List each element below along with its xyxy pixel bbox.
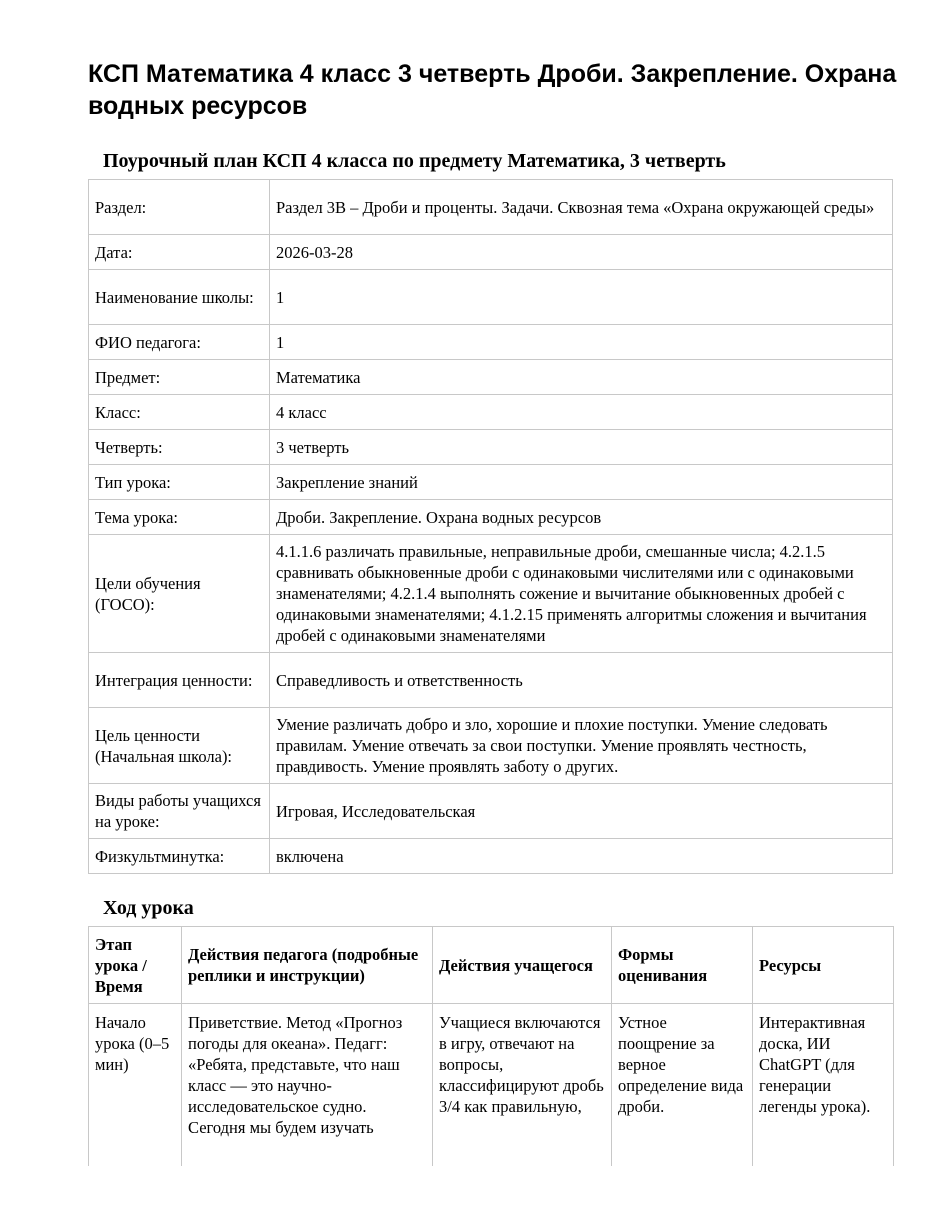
- row-label: Четверть:: [89, 430, 270, 465]
- row-label: Дата:: [89, 235, 270, 270]
- stage-cell: Начало урока (0–5 мин): [89, 1004, 182, 1167]
- table-header-row: [89, 927, 894, 1004]
- row-value: Игровая, Исследовательская: [270, 784, 893, 839]
- row-value: 3 четверть: [270, 430, 893, 465]
- row-value: Дроби. Закрепление. Охрана водных ресурсов: [270, 500, 893, 535]
- row-label: Виды работы учащихся на уроке:: [89, 784, 270, 839]
- row-label: Физкультминутка:: [89, 839, 270, 874]
- row-value: 1: [270, 325, 893, 360]
- table-row: [89, 395, 893, 430]
- table-row: [89, 360, 893, 395]
- column-header-stage: Этап урока / Время: [89, 927, 182, 1004]
- table-row: [89, 784, 893, 839]
- table-row: [89, 839, 893, 874]
- lesson-plan-table: [88, 179, 893, 874]
- table-row: [89, 500, 893, 535]
- table-row: [89, 653, 893, 708]
- row-value: Умение различать добро и зло, хорошие и плохие поступки. Умение следовать правилам. Умение отвечать за свои поступки. Умение проявлять честность, правдивость. Умение проявлять заботу о других.: [270, 708, 893, 784]
- resources-cell: Интерактивная доска, ИИ ChatGPT (для генерации легенды урока).: [753, 1004, 894, 1167]
- table-row: [89, 465, 893, 500]
- table-row: [89, 708, 893, 784]
- row-label: Раздел:: [89, 180, 270, 235]
- table-row: [89, 235, 893, 270]
- row-label: ФИО педагога:: [89, 325, 270, 360]
- column-header-student: Действия учащегося: [433, 927, 612, 1004]
- teacher-actions-cell: Приветствие. Метод «Прогноз погоды для океана». Педагг: «Ребята, представьте, что наш класс — это научно-исследовательское судно. Сегодня мы будем изучать: [182, 1004, 433, 1167]
- row-value: 4.1.1.6 различать правильные, неправильные дроби, смешанные числа; 4.2.1.5 сравнивать обыкновенные дроби с одинаковыми числителями или с одинаковыми знаменателями; 4.2.1.4 выполнять сожение и вычитание обыкновенных дробей с одинаковыми знаменателями; 4.1.2.15 применять алгоритмы сложения и вычитания дробей с одинаковыми знаменателями: [270, 535, 893, 653]
- lesson-table-clip: [88, 926, 894, 1166]
- table-row: [89, 180, 893, 235]
- row-value: 2026-03-28: [270, 235, 893, 270]
- table-row: [89, 270, 893, 325]
- column-header-resources: Ресурсы: [753, 927, 894, 1004]
- row-value: Математика: [270, 360, 893, 395]
- row-value: Справедливость и ответственность: [270, 653, 893, 708]
- table-row: [89, 535, 893, 653]
- table-row: [89, 1004, 894, 1167]
- table-row: [89, 430, 893, 465]
- row-label: Тема урока:: [89, 500, 270, 535]
- row-value: 4 класс: [270, 395, 893, 430]
- row-value: Раздел 3В – Дроби и проценты. Задачи. Сквозная тема «Охрана окружающей среды»: [270, 180, 893, 235]
- column-header-teacher: Действия педагога (подробные реплики и инструкции): [182, 927, 433, 1004]
- row-label: Интеграция ценности:: [89, 653, 270, 708]
- plan-heading: Поурочный план КСП 4 класса по предмету Математика, 3 четверть: [103, 150, 726, 172]
- document-title: КСП Математика 4 класс 3 четверть Дроби. Закрепление. Охрана водных ресурсов: [88, 60, 897, 120]
- row-value: включена: [270, 839, 893, 874]
- table-row: [89, 325, 893, 360]
- row-label: Наименование школы:: [89, 270, 270, 325]
- lesson-flow-table: [88, 926, 894, 1166]
- column-header-assessment: Формы оценивания: [612, 927, 753, 1004]
- row-value: Закрепление знаний: [270, 465, 893, 500]
- row-label: Класс:: [89, 395, 270, 430]
- row-value: 1: [270, 270, 893, 325]
- row-label: Предмет:: [89, 360, 270, 395]
- row-label: Цели обучения (ГОСО):: [89, 535, 270, 653]
- student-actions-cell: Учащиеся включаются в игру, отвечают на вопросы, классифицируют дробь 3/4 как правильную,: [433, 1004, 612, 1167]
- assessment-cell: Устное поощрение за верное определение вида дроби.: [612, 1004, 753, 1167]
- row-label: Цель ценности (Начальная школа):: [89, 708, 270, 784]
- row-label: Тип урока:: [89, 465, 270, 500]
- lesson-heading: Ход урока: [103, 897, 194, 919]
